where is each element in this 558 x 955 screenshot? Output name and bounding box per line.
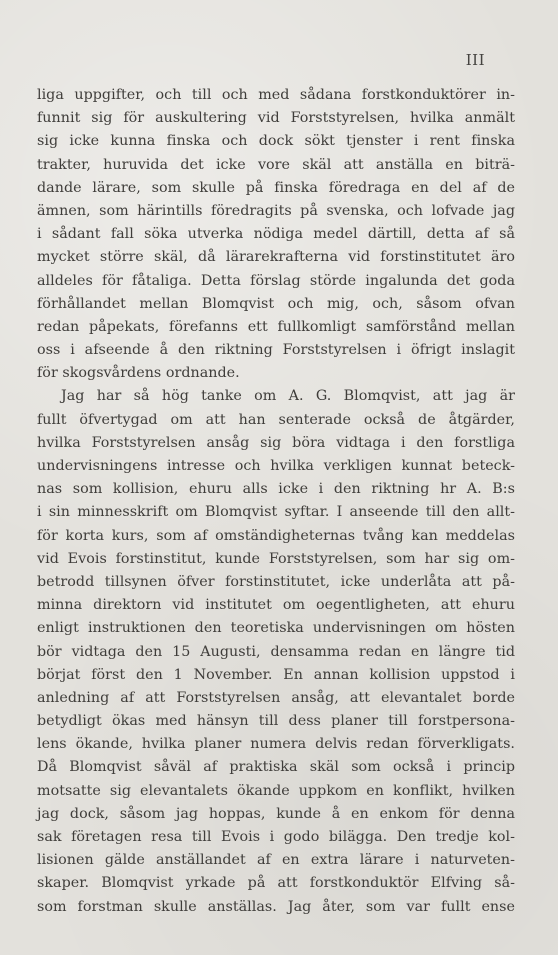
text-line: betrodd tillsynen öfver forstinstitutet, icke underlåta att på- xyxy=(37,573,515,590)
text-line: Då Blomqvist såväl af praktiska skäl som också i princip xyxy=(37,759,515,776)
page-number: III xyxy=(465,51,485,69)
text-line: Jag har så hög tanke om A. G. Blomqvist, att jag är xyxy=(61,388,515,405)
text-line: enligt instruktionen den teoretiska undervisningen om hösten xyxy=(37,620,515,637)
text-line: alldeles för fåtaliga. Detta förslag störde ingalunda det goda xyxy=(37,272,515,289)
text-line: bör vidtaga den 15 Augusti, densamma redan en längre tid xyxy=(37,643,515,660)
text-line: i sin minnesskrift om Blomqvist syftar. I anseende till den allt- xyxy=(37,504,515,521)
text-line: lisionen gälde anställandet af en extra lärare i naturveten- xyxy=(37,852,515,869)
text-line: i sådant fall söka utverka nödiga medel därtill, detta af så xyxy=(37,226,515,243)
text-line: jag dock, såsom jag hoppas, kunde å en enkom för denna xyxy=(37,805,515,822)
text-line: sig icke kunna finska och dock sökt tjenster i rent finska xyxy=(37,133,515,150)
text-line: motsatte sig elevantalets ökande uppkom en konflikt, hvilken xyxy=(37,782,515,799)
text-line: redan påpekats, förefanns ett fullkomligt samförstånd mellan xyxy=(37,318,515,335)
text-line: trakter, huruvida det icke vore skäl att anställa en biträ- xyxy=(37,156,515,173)
text-line: börjat först den 1 November. En annan kollision uppstod i xyxy=(37,666,515,683)
text-line: oss i afseende å den riktning Forststyrelsen i öfrigt inslagit xyxy=(37,342,515,359)
text-line: anledning af att Forststyrelsen ansåg, att elevantalet borde xyxy=(37,689,515,706)
text-line: undervisningens intresse och hvilka verkligen kunnat beteck- xyxy=(37,458,515,474)
body-text xyxy=(37,84,515,919)
text-line: som forstman skulle anställas. Jag åter, som var fullt ense xyxy=(37,898,515,915)
text-line: sak företagen resa till Evois i godo bilägga. Den tredje kol- xyxy=(37,829,515,845)
text-line: minna direktorn vid institutet om oegentligheten, att ehuru xyxy=(37,597,515,614)
text-line: funnit sig för auskultering vid Forststyrelsen, hvilka anmält xyxy=(37,110,515,127)
text-line: dande lärare, som skulle på finska föredraga en del af de xyxy=(37,179,515,196)
text-line: lens ökande, hvilka planer numera delvis redan förverkligats. xyxy=(37,736,515,753)
text-line: ämnen, som härintills föredragits på svenska, och lofvade jag xyxy=(37,202,515,219)
text-line: vid Evois forstinstitut, kunde Forststyrelsen, som har sig om- xyxy=(37,550,515,567)
text-line: liga uppgifter, och till och med sådana forstkonduktörer in- xyxy=(37,87,515,103)
text-line: hvilka Forststyrelsen ansåg sig böra vidtaga i den forstliga xyxy=(37,434,515,451)
text-line: betydligt ökas med hänsyn till dess planer till forstpersona- xyxy=(37,713,515,730)
text-line: för skogsvårdens ordnande. xyxy=(37,365,240,382)
text-line: för korta kurs, som af omständigheternas tvång kan meddelas xyxy=(37,527,515,544)
text-line: fullt öfvertygad om att han senterade också de åtgärder, xyxy=(37,411,515,428)
text-line: skaper. Blomqvist yrkade på att forstkonduktör Elfving så- xyxy=(37,875,515,892)
text-line: förhållandet mellan Blomqvist och mig, och, såsom ofvan xyxy=(37,295,515,312)
text-line: nas som kollision, ehuru alls icke i den riktning hr A. B:s xyxy=(37,481,515,498)
text-line: mycket större skäl, då lärarekrafterna vid forstinstitutet äro xyxy=(37,249,515,266)
